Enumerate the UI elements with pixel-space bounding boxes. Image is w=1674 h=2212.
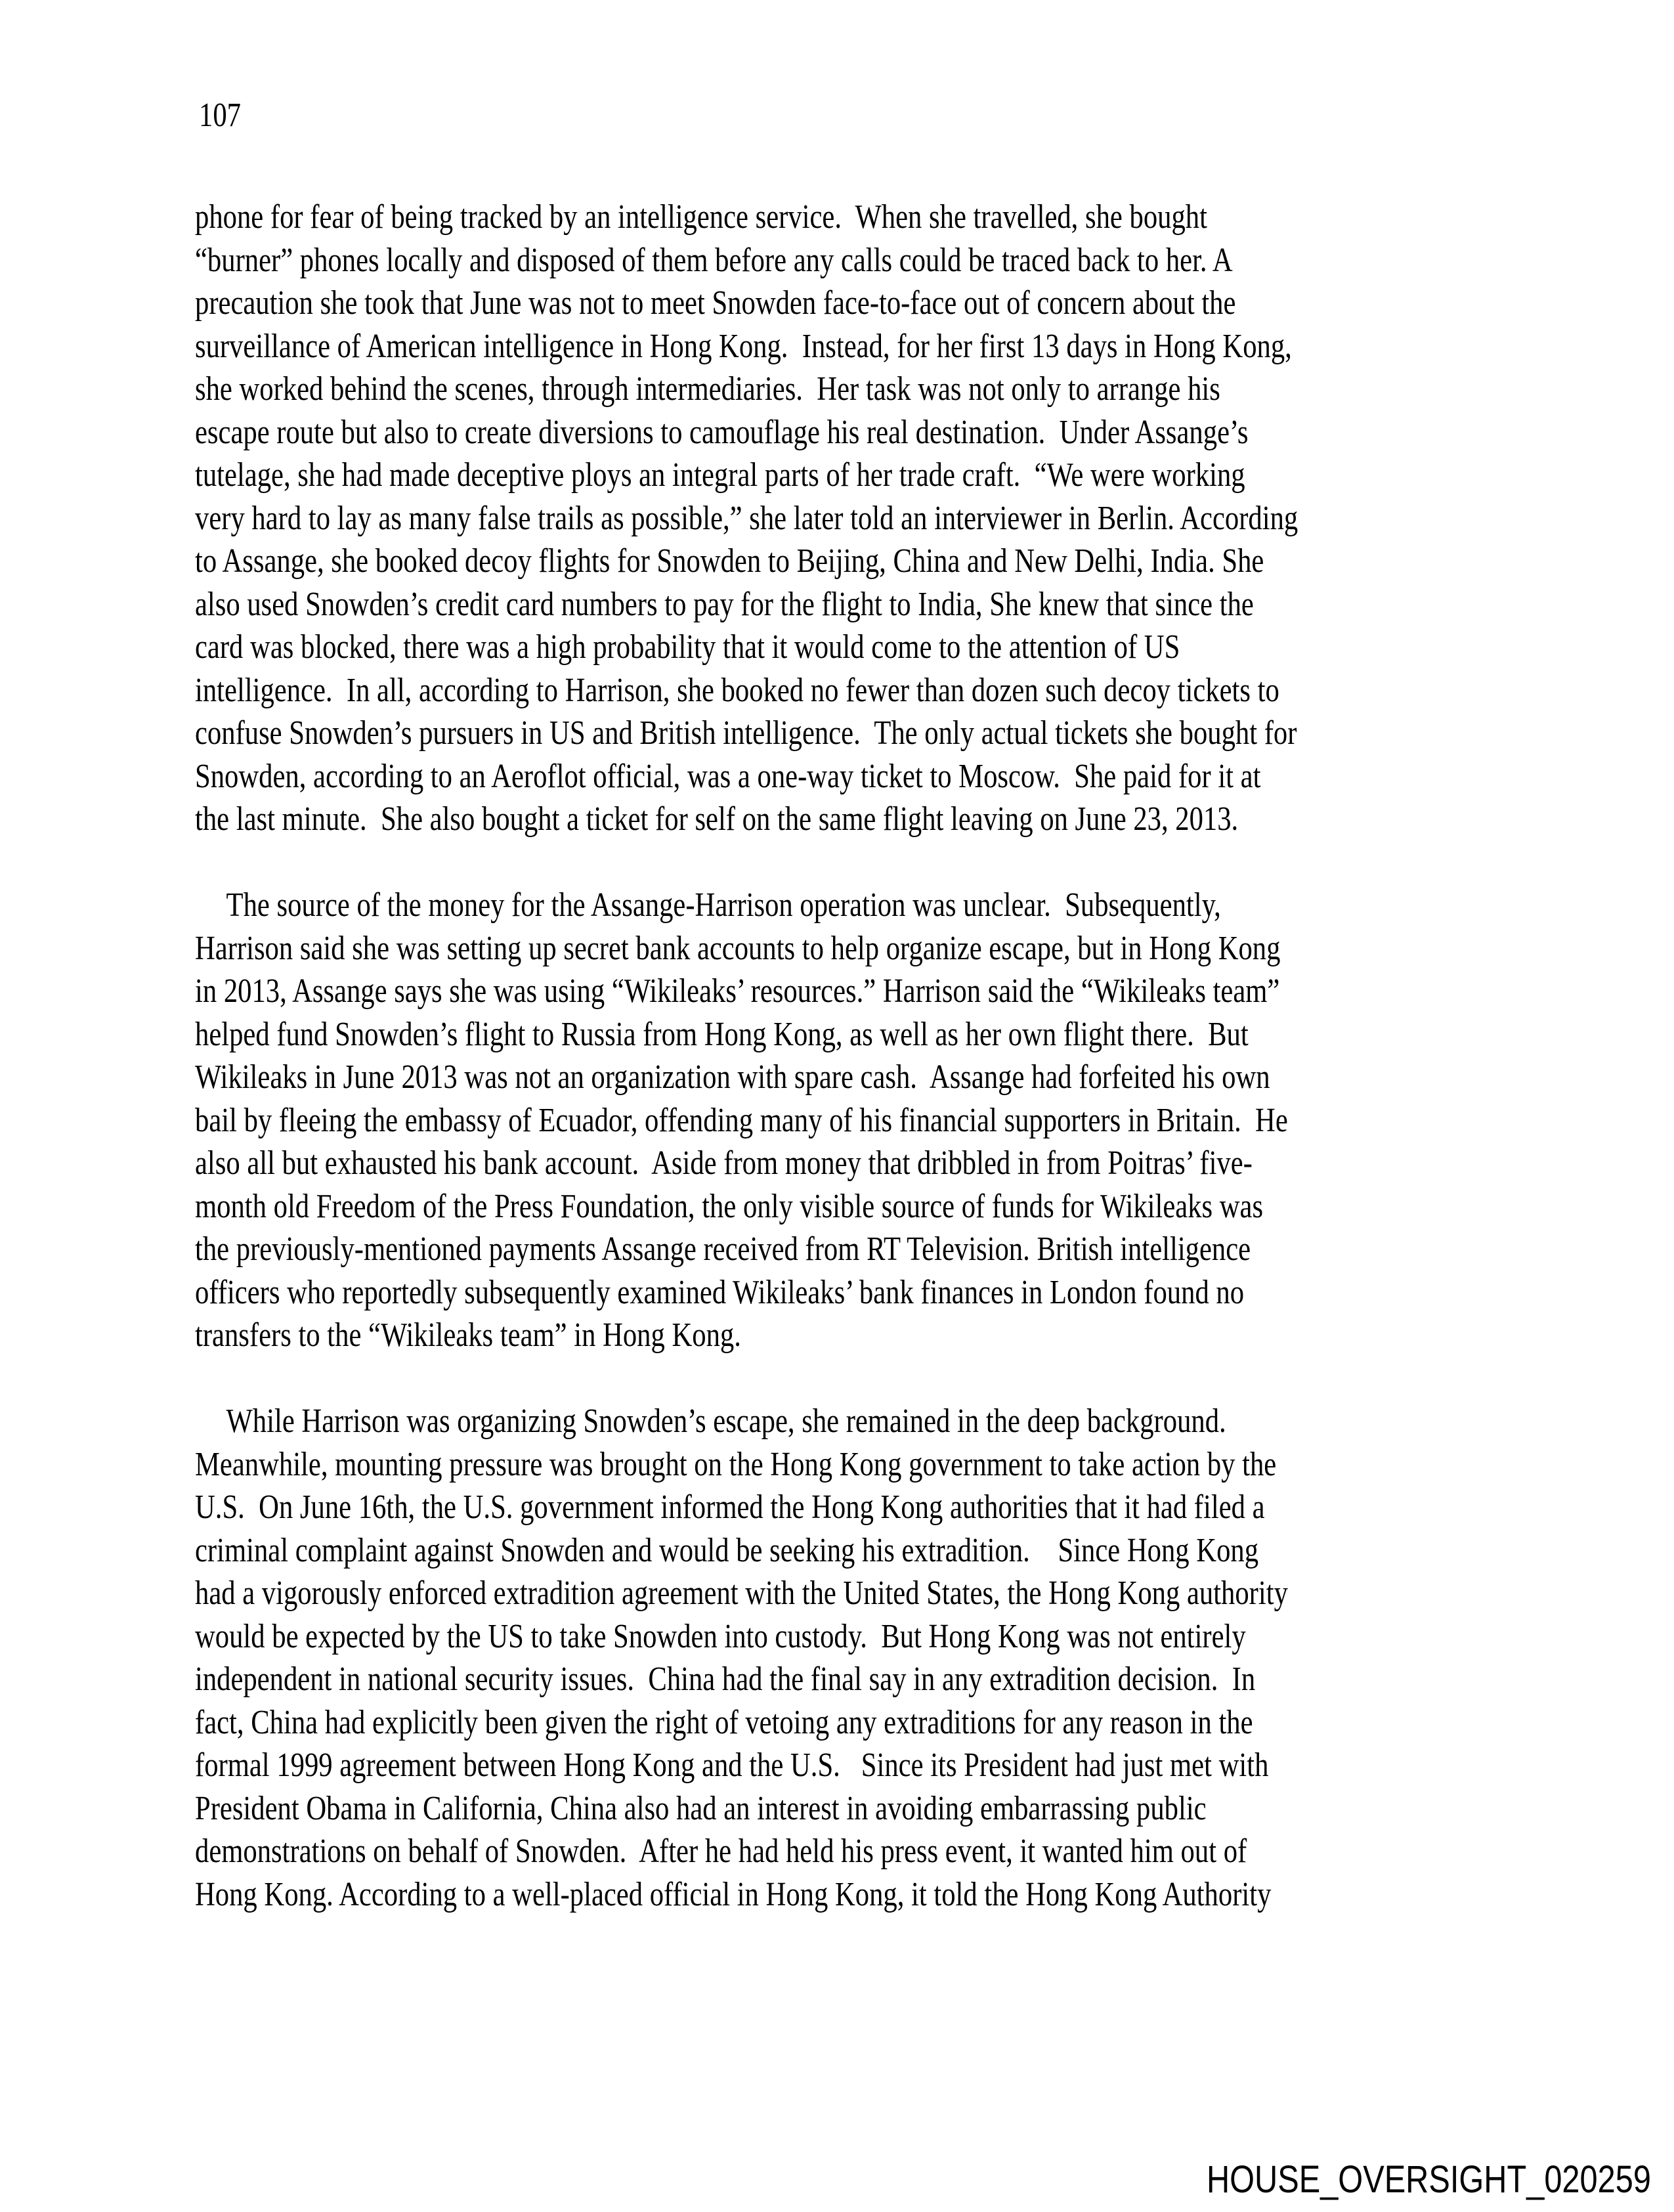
text-line: Meanwhile, mounting pressure was brought on the Hong Kong government to take action by the	[195, 1445, 1277, 1483]
text-line: very hard to lay as many false trails as possible,” she later told an interviewer in Berlin. According	[195, 499, 1298, 537]
text-line: Wikileaks in June 2013 was not an organization with spare cash. Assange had forfeited his own	[195, 1058, 1270, 1096]
paragraph	[195, 884, 1541, 1357]
text-line: also used Snowden’s credit card numbers to pay for the flight to India, She knew that since the	[195, 585, 1254, 623]
text-line: month old Freedom of the Press Foundation, the only visible source of funds for Wikileaks was	[195, 1187, 1264, 1225]
text-line: demonstrations on behalf of Snowden. After he had held his press event, it wanted him out of	[195, 1832, 1247, 1870]
text-line: had a vigorously enforced extradition agreement with the United States, the Hong Kong authority	[195, 1574, 1288, 1612]
text-line: President Obama in California, China also had an interest in avoiding embarrassing public	[195, 1789, 1207, 1827]
text-line: transfers to the “Wikileaks team” in Hong Kong.	[195, 1316, 741, 1354]
text-line: bail by fleeing the embassy of Ecuador, offending many of his financial supporters in Britain. He	[195, 1101, 1288, 1139]
text-line: surveillance of American intelligence in Hong Kong. Instead, for her first 13 days in Hong Kong,	[195, 327, 1292, 365]
page-number: 107	[199, 97, 241, 134]
text-line: “burner” phones locally and disposed of them before any calls could be traced back to her. A	[195, 241, 1233, 279]
text-line: Hong Kong. According to a well-placed official in Hong Kong, it told the Hong Kong Authority	[195, 1875, 1272, 1913]
text-line: precaution she took that June was not to meet Snowden face-to-face out of concern about the	[195, 284, 1236, 322]
bates-stamp: HOUSE_OVERSIGHT_020259	[1207, 2158, 1651, 2201]
text-line: the previously-mentioned payments Assange received from RT Television. British intelligence	[195, 1230, 1251, 1268]
text-line: would be expected by the US to take Snowden into custody. But Hong Kong was not entirely	[195, 1617, 1246, 1655]
paragraph	[195, 1400, 1541, 1916]
text-line: helped fund Snowden’s flight to Russia from Hong Kong, as well as her own flight there. But	[195, 1015, 1249, 1053]
text-line: also all but exhausted his bank account. Aside from money that dribbled in from Poitras’ five-	[195, 1144, 1253, 1182]
text-line: fact, China had explicitly been given the right of vetoing any extraditions for any reason in the	[195, 1703, 1253, 1741]
text-line: independent in national security issues. China had the final say in any extradition decision. In	[195, 1660, 1256, 1698]
text-line: officers who reportedly subsequently examined Wikileaks’ bank finances in London found no	[195, 1273, 1245, 1311]
text-line: Harrison said she was setting up secret bank accounts to help organize escape, but in Hong Kong	[195, 929, 1281, 967]
paragraph	[195, 196, 1541, 841]
text-line: in 2013, Assange says she was using “Wikileaks’ resources.” Harrison said the “Wikileaks team”	[195, 972, 1280, 1010]
text-line: tutelage, she had made deceptive ploys an integral parts of her trade craft. “We were working	[195, 456, 1245, 494]
text-line: criminal complaint against Snowden and would be seeking his extradition. Since Hong Kong	[195, 1531, 1259, 1569]
text-line: to Assange, she booked decoy flights for Snowden to Beijing, China and New Delhi, India. She	[195, 542, 1264, 580]
text-line: U.S. On June 16th, the U.S. government informed the Hong Kong authorities that it had filed a	[195, 1488, 1265, 1526]
text-line: phone for fear of being tracked by an intelligence service. When she travelled, she bought	[195, 198, 1207, 236]
text-line: While Harrison was organizing Snowden’s escape, she remained in the deep background.	[226, 1402, 1226, 1440]
text-line: Snowden, according to an Aeroflot official, was a one-way ticket to Moscow. She paid for it at	[195, 757, 1261, 795]
text-line: card was blocked, there was a high probability that it would come to the attention of US	[195, 628, 1180, 666]
text-line: intelligence. In all, according to Harrison, she booked no fewer than dozen such decoy tickets to	[195, 671, 1279, 709]
text-line: The source of the money for the Assange-Harrison operation was unclear. Subsequently,	[226, 886, 1221, 924]
text-line: she worked behind the scenes, through intermediaries. Her task was not only to arrange his	[195, 370, 1220, 408]
document-body	[195, 196, 1541, 1916]
text-line: confuse Snowden’s pursuers in US and British intelligence. The only actual tickets she bought for	[195, 714, 1297, 752]
text-line: formal 1999 agreement between Hong Kong and the U.S. Since its President had just met with	[195, 1746, 1269, 1784]
text-line: the last minute. She also bought a ticket for self on the same flight leaving on June 23, 2013.	[195, 800, 1239, 838]
text-line: escape route but also to create diversions to camouflage his real destination. Under Assange’s	[195, 413, 1249, 451]
